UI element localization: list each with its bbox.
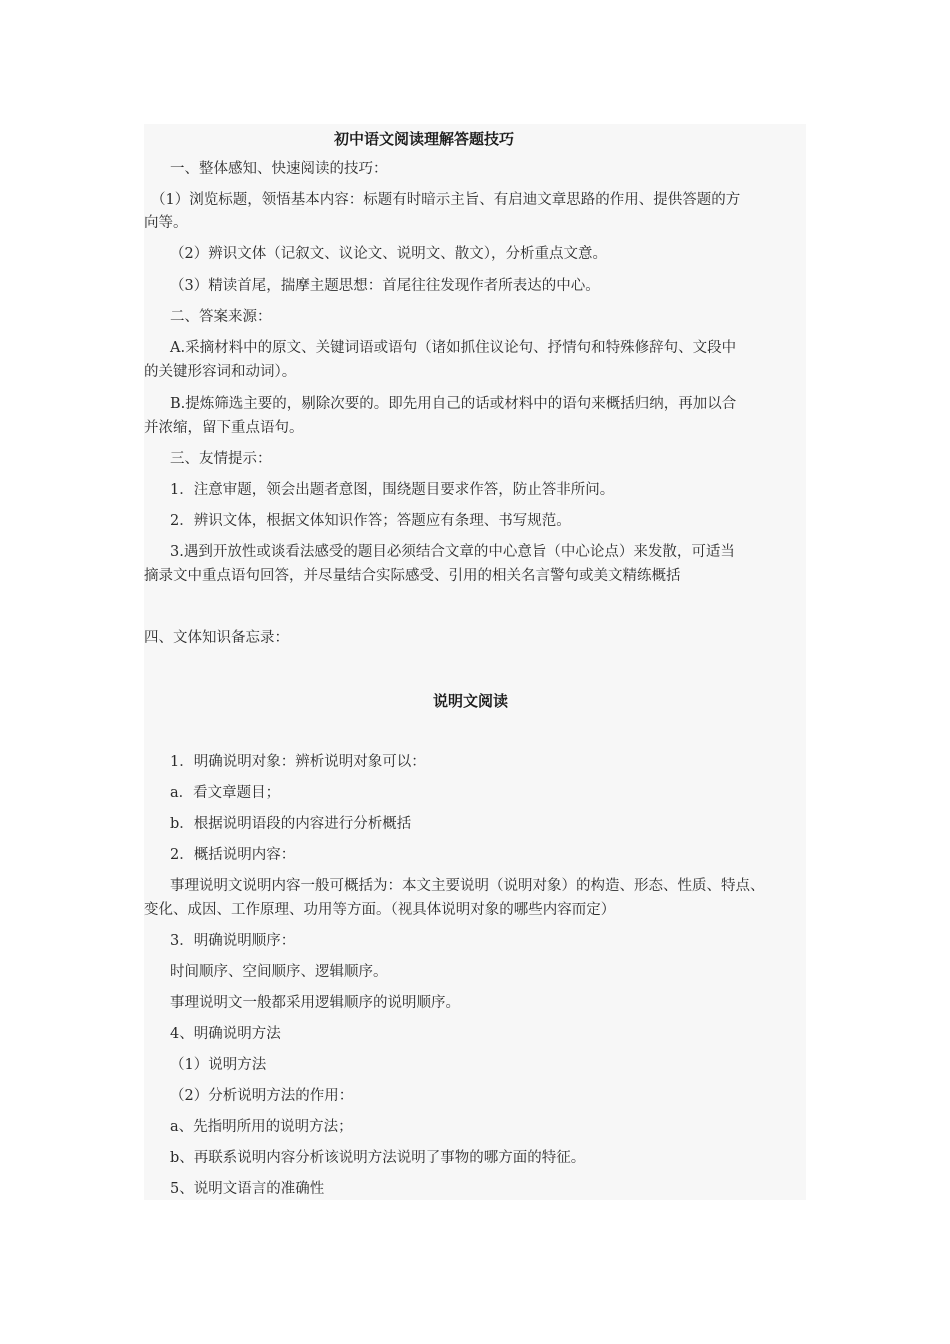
paragraph-line: b、再联系说明内容分析该说明方法说明了事物的哪方面的特征。	[170, 1150, 586, 1166]
paragraph-line: （2）辨识文体（记叙文、议论文、说明文、散文），分析重点文意。	[170, 246, 607, 262]
paragraph-line: 1．明确说明对象：辨析说明对象可以：	[170, 754, 426, 770]
paragraph-line: b．根据说明语段的内容进行分析概括	[170, 816, 412, 832]
paragraph-line: 3．明确说明顺序：	[170, 933, 296, 949]
paragraph-line: 1．注意审题，领会出题者意图，围绕题目要求作答，防止答非所问。	[170, 482, 615, 498]
paragraph-line: 2．概括说明内容：	[170, 847, 296, 863]
document-title: 初中语文阅读理解答题技巧	[334, 130, 515, 148]
paragraph-line: 事理说明文说明内容一般可概括为：本文主要说明（说明对象）的构造、形态、性质、特点、	[170, 878, 765, 894]
paragraph-line: B.提炼筛选主要的，剔除次要的。即先用自己的话或材料中的语句来概括归纳，再加以合	[170, 396, 737, 412]
paragraph-line: 3.遇到开放性或谈看法感受的题目必须结合文章的中心意旨（中心论点）来发散，可适当	[170, 544, 735, 560]
paragraph-line: 摘录文中重点语句回答，并尽量结合实际感受、引用的相关名言警句或美文精练概括	[144, 568, 681, 584]
paragraph-line: 5、说明文语言的准确性	[170, 1181, 325, 1197]
paragraph-line: 2．辨识文体，根据文体知识作答；答题应有条理、书写规范。	[170, 513, 571, 529]
paragraph-line: 并浓缩，留下重点语句。	[144, 420, 304, 436]
paragraph-line: 的关键形容词和动词）。	[144, 364, 297, 380]
paragraph-line: a、先指明所用的说明方法；	[170, 1119, 353, 1135]
paragraph-line: 三、友情提示：	[170, 451, 272, 467]
paragraph-line: 四、文体知识备忘录：	[144, 630, 289, 646]
paragraph-line: 4、明确说明方法	[170, 1026, 281, 1042]
paragraph-line: 事理说明文一般都采用逻辑顺序的说明顺序。	[170, 995, 460, 1011]
paragraph-line: （1）说明方法	[170, 1057, 267, 1073]
paragraph-line: 变化、成因、工作原理、功用等方面。（视具体说明对象的哪些内容而定）	[144, 902, 616, 918]
paragraph-line: （3）精读首尾，揣摩主题思想：首尾往往发现作者所表达的中心。	[170, 278, 600, 294]
paragraph-line: 二、答案来源：	[170, 309, 272, 325]
paragraph-line: a．看文章题目；	[170, 785, 281, 801]
paragraph-line: 时间顺序、空间顺序、逻辑顺序。	[170, 964, 388, 980]
paragraph-line: 向等。	[144, 215, 188, 231]
paragraph-line: （2）分析说明方法的作用：	[170, 1088, 354, 1104]
section-title: 说明文阅读	[433, 692, 509, 710]
paragraph-line: A.采摘材料中的原文、关键词语或语句（诸如抓住议论句、抒情句和特殊修辞句、文段中	[170, 340, 737, 356]
paragraph-line: 一、整体感知、快速阅读的技巧：	[170, 161, 388, 177]
paragraph-line: （1）浏览标题，领悟基本内容：标题有时暗示主旨、有启迪文章思路的作用、提供答题的方	[151, 192, 741, 208]
